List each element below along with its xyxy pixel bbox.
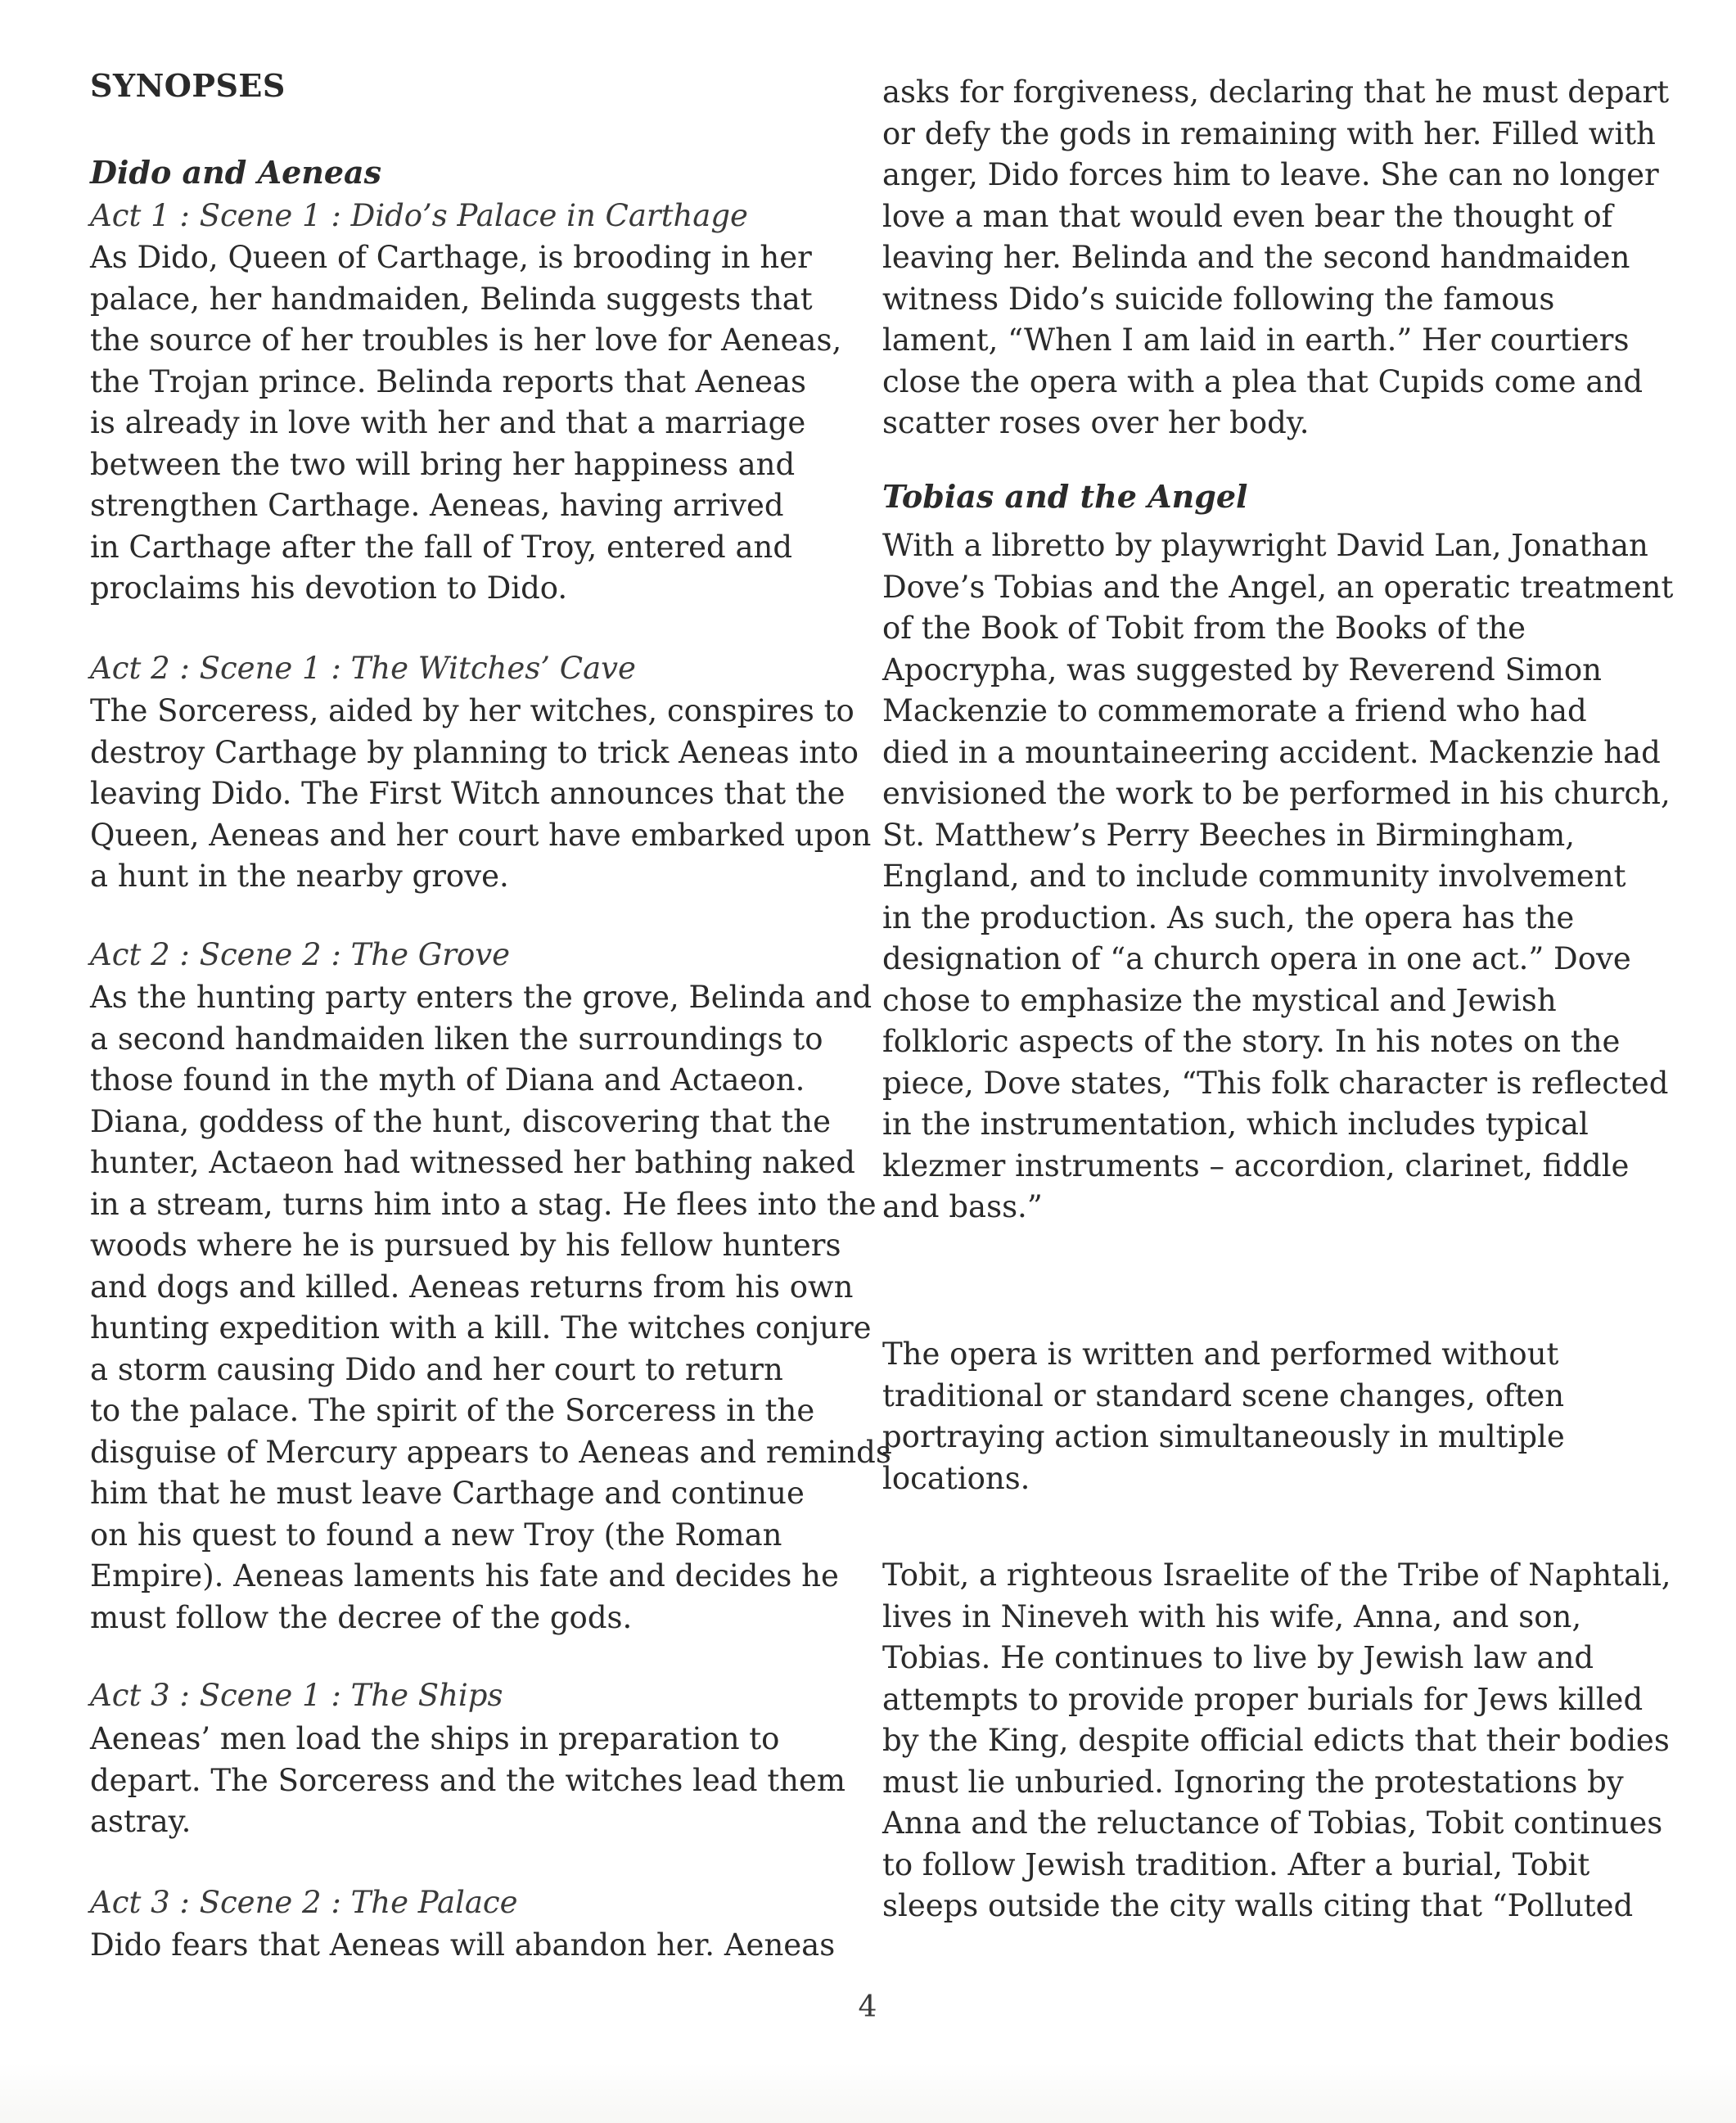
text-line: attempts to provide proper burials for Jews killed [882, 1681, 1644, 1717]
text-line: died in a mountaineering accident. Mackenzie had [882, 734, 1661, 770]
scene-heading: Act 2 : Scene 2 : The Grove [90, 937, 511, 972]
text-line: strengthen Carthage. Aeneas, having arrived [90, 488, 784, 523]
text-line: With a libretto by playwright David Lan, Jonathan [882, 528, 1648, 563]
text-line: in the production. As such, the opera has the [882, 899, 1575, 935]
text-line: the source of her troubles is her love for Aeneas, [90, 322, 842, 358]
text-line: to follow Jewish tradition. After a burial, Tobit [882, 1846, 1590, 1882]
text-line: anger, Dido forces him to leave. She can no longer [882, 157, 1659, 192]
text-line: leaving Dido. The First Witch announces that the [90, 776, 845, 811]
text-line: and dogs and killed. Aeneas returns from his own [90, 1269, 854, 1305]
text-line: The opera is written and performed without [882, 1336, 1559, 1372]
text-line: portraying action simultaneously in multiple [882, 1419, 1565, 1454]
text-line: by the King, despite official edicts that their bodies [882, 1723, 1670, 1758]
body-paragraph [882, 525, 1673, 1228]
scene-heading: Act 3 : Scene 2 : The Palace [90, 1885, 518, 1920]
body-paragraph [882, 1555, 1671, 1927]
text-line: and bass.” [882, 1189, 1043, 1224]
scene-paragraph [90, 1925, 835, 1967]
text-line: scatter roses over her body. [882, 405, 1310, 440]
body-paragraph [882, 1334, 1565, 1499]
text-line: a second handmaiden liken the surroundings to [90, 1021, 823, 1057]
text-line: must lie unburied. Ignoring the protestations by [882, 1764, 1624, 1800]
text-line: St. Matthew’s Perry Beeches in Birmingham, [882, 817, 1575, 853]
text-line: lives in Nineveh with his wife, Anna, and son, [882, 1598, 1582, 1634]
text-line: locations. [882, 1460, 1030, 1496]
opera-title-tobias: Tobias and the Angel [882, 478, 1248, 515]
text-line: hunting expedition with a kill. The witches conjure [90, 1310, 872, 1345]
text-line: envisioned the work to be performed in his church, [882, 776, 1671, 811]
text-line: traditional or standard scene changes, often [882, 1377, 1565, 1413]
scene-paragraph [90, 237, 841, 610]
text-line: in the instrumentation, which includes typical [882, 1107, 1589, 1142]
scene-paragraph [90, 977, 891, 1638]
text-line: leaving her. Belinda and the second handmaiden [882, 240, 1630, 275]
page-bottom-edge [0, 2062, 1736, 2123]
text-line: chose to emphasize the mystical and Jewish [882, 982, 1557, 1018]
opera-title-dido: Dido and Aeneas [90, 154, 382, 191]
text-line: sleeps outside the city walls citing that “Polluted [882, 1888, 1634, 1923]
text-line: on his quest to found a new Troy (the Roman [90, 1517, 782, 1553]
text-line: astray. [90, 1804, 192, 1839]
text-line: The Sorceress, aided by her witches, conspires to [90, 693, 854, 728]
scene-heading: Act 1 : Scene 1 : Dido’s Palace in Carthage [90, 198, 748, 233]
text-line: folkloric aspects of the story. In his notes on the [882, 1024, 1621, 1059]
text-line: Tobit, a righteous Israelite of the Tribe of Naphtali, [882, 1557, 1671, 1593]
text-line: depart. The Sorceress and the witches lead them [90, 1762, 845, 1798]
text-line: a hunt in the nearby grove. [90, 859, 509, 894]
text-line: him that he must leave Carthage and continue [90, 1476, 805, 1511]
text-line: Dido fears that Aeneas will abandon her. Aeneas [90, 1927, 836, 1963]
text-line: As Dido, Queen of Carthage, is brooding in her [90, 240, 812, 275]
text-line: the Trojan prince. Belinda reports that Aeneas [90, 363, 807, 399]
text-line: klezmer instruments – accordion, clarinet, fiddle [882, 1147, 1630, 1183]
text-line: disguise of Mercury appears to Aeneas and reminds [90, 1434, 891, 1470]
text-line: England, and to include community involvement [882, 859, 1626, 894]
text-line: a storm causing Dido and her court to return [90, 1351, 783, 1387]
text-line: Queen, Aeneas and her court have embarked upon [90, 817, 872, 853]
text-line: proclaims his devotion to Dido. [90, 570, 568, 606]
text-line: in a stream, turns him into a stag. He flees into the [90, 1186, 877, 1222]
text-line: is already in love with her and that a marriage [90, 405, 806, 440]
text-line: Mackenzie to commemorate a friend who had [882, 693, 1587, 728]
text-line: destroy Carthage by planning to trick Aeneas into [90, 734, 859, 770]
text-line: close the opera with a plea that Cupids come and [882, 363, 1644, 399]
scene-heading: Act 2 : Scene 1 : The Witches’ Cave [90, 651, 636, 686]
text-line: hunter, Actaeon had witnessed her bathing naked [90, 1145, 855, 1180]
text-line: must follow the decree of the gods. [90, 1599, 633, 1635]
scene-heading: Act 3 : Scene 1 : The Ships [90, 1678, 503, 1713]
text-line: witness Dido’s suicide following the famous [882, 281, 1555, 317]
text-line: Aeneas’ men load the ships in preparation to [90, 1721, 780, 1756]
text-line: of the Book of Tobit from the Books of the [882, 611, 1526, 646]
scene-paragraph [90, 1719, 845, 1843]
text-line: Apocrypha, was suggested by Reverend Simon [882, 651, 1602, 687]
text-line: piece, Dove states, “This folk character is reflected [882, 1065, 1669, 1101]
scene-paragraph [90, 691, 871, 898]
text-line: asks for forgiveness, declaring that he must depart [882, 74, 1670, 110]
text-line: Dove’s Tobias and the Angel, an operatic treatment [882, 569, 1674, 605]
text-line: designation of “a church opera in one act.” Dove [882, 941, 1631, 976]
text-line: Anna and the reluctance of Tobias, Tobit continues [882, 1805, 1663, 1841]
section-heading: SYNOPSES [90, 67, 286, 104]
text-line: or defy the gods in remaining with her. Filled with [882, 115, 1656, 151]
text-line: in Carthage after the fall of Troy, entered and [90, 529, 793, 565]
text-line: woods where he is pursued by his fellow hunters [90, 1228, 841, 1263]
text-line: Empire). Aeneas laments his fate and decides he [90, 1558, 839, 1593]
text-line: between the two will bring her happiness and [90, 446, 796, 482]
text-line: those found in the myth of Diana and Actaeon. [90, 1062, 805, 1098]
text-line: to the palace. The spirit of the Sorceress in the [90, 1393, 815, 1428]
text-line: palace, her handmaiden, Belinda suggests that [90, 281, 813, 317]
text-line: Diana, goddess of the hunt, discovering that the [90, 1103, 831, 1139]
text-line: love a man that would even bear the thought of [882, 198, 1613, 234]
text-line: Tobias. He continues to live by Jewish law and [882, 1640, 1594, 1675]
page-number: 4 [858, 1990, 877, 2024]
text-line: As the hunting party enters the grove, Belinda and [90, 980, 873, 1015]
text-line: lament, “When I am laid in earth.” Her courtiers [882, 322, 1630, 358]
continuation-paragraph [882, 72, 1669, 444]
